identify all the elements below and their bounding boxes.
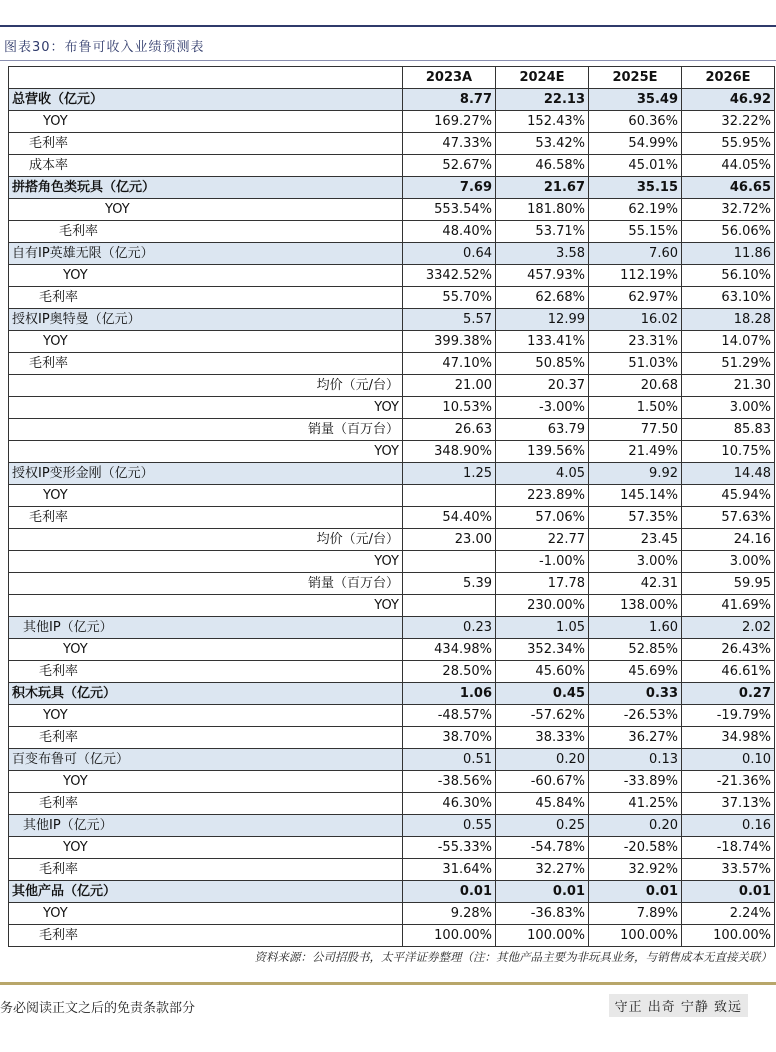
value-cell: 51.29% [682, 353, 775, 375]
row-label: 其他产品（亿元） [9, 881, 403, 903]
table-row [9, 551, 775, 573]
row-label: 毛利率 [9, 727, 403, 749]
value-cell: 18.28 [682, 309, 775, 331]
value-cell: 42.31 [589, 573, 682, 595]
value-cell: 4.05 [496, 463, 589, 485]
value-cell: 85.83 [682, 419, 775, 441]
value-cell: -21.36% [682, 771, 775, 793]
value-cell: 45.94% [682, 485, 775, 507]
value-cell: 50.85% [496, 353, 589, 375]
value-cell: 55.70% [403, 287, 496, 309]
value-cell: -48.57% [403, 705, 496, 727]
table-row [9, 221, 775, 243]
table-row [9, 727, 775, 749]
value-cell: -1.00% [496, 551, 589, 573]
value-cell: 23.45 [589, 529, 682, 551]
row-label: 销量（百万台） [9, 419, 403, 441]
value-cell: 56.06% [682, 221, 775, 243]
value-cell: 457.93% [496, 265, 589, 287]
value-cell: 14.07% [682, 331, 775, 353]
value-cell: 5.39 [403, 573, 496, 595]
table-row [9, 683, 775, 705]
table-row [9, 375, 775, 397]
value-cell: 57.63% [682, 507, 775, 529]
value-cell: 9.92 [589, 463, 682, 485]
value-cell: 14.48 [682, 463, 775, 485]
row-label: 自有IP英雄无限（亿元） [9, 243, 403, 265]
header-cell-2024e: 2024E [496, 67, 589, 89]
value-cell: 152.43% [496, 111, 589, 133]
value-cell: 5.57 [403, 309, 496, 331]
table-row [9, 133, 775, 155]
value-cell: 0.25 [496, 815, 589, 837]
table-row [9, 309, 775, 331]
value-cell: 46.92 [682, 89, 775, 111]
value-cell: 12.99 [496, 309, 589, 331]
row-label: 毛利率 [9, 661, 403, 683]
value-cell: 32.22% [682, 111, 775, 133]
table-row [9, 573, 775, 595]
table-row [9, 111, 775, 133]
value-cell: 41.25% [589, 793, 682, 815]
value-cell: 1.25 [403, 463, 496, 485]
value-cell: 3.00% [589, 551, 682, 573]
row-label: 其他IP（亿元） [9, 617, 403, 639]
row-label: 毛利率 [9, 287, 403, 309]
row-label: 均价（元/台） [9, 529, 403, 551]
row-label: YOY [9, 331, 403, 353]
table-row [9, 441, 775, 463]
value-cell: 21.67 [496, 177, 589, 199]
value-cell: 0.10 [682, 749, 775, 771]
table-row [9, 507, 775, 529]
value-cell: 63.79 [496, 419, 589, 441]
value-cell: 181.80% [496, 199, 589, 221]
value-cell: 20.37 [496, 375, 589, 397]
row-label: YOY [9, 705, 403, 727]
forecast-table [8, 66, 775, 947]
value-cell: 348.90% [403, 441, 496, 463]
value-cell: 553.54% [403, 199, 496, 221]
value-cell: 100.00% [682, 925, 775, 947]
value-cell: 41.69% [682, 595, 775, 617]
row-label: 均价（元/台） [9, 375, 403, 397]
value-cell [403, 551, 496, 573]
value-cell: 62.19% [589, 199, 682, 221]
value-cell: 21.30 [682, 375, 775, 397]
row-label: 毛利率 [9, 859, 403, 881]
value-cell: 21.49% [589, 441, 682, 463]
row-label: 百变布鲁可（亿元） [9, 749, 403, 771]
value-cell: 0.20 [589, 815, 682, 837]
value-cell: -60.67% [496, 771, 589, 793]
header-cell-label [9, 67, 403, 89]
row-label: YOY [9, 837, 403, 859]
row-label: 拼搭角色类玩具（亿元） [9, 177, 403, 199]
value-cell: 26.43% [682, 639, 775, 661]
value-cell: -36.83% [496, 903, 589, 925]
table-row [9, 243, 775, 265]
value-cell: 3.00% [682, 551, 775, 573]
header-cell-2023a: 2023A [403, 67, 496, 89]
value-cell: 138.00% [589, 595, 682, 617]
value-cell: 57.35% [589, 507, 682, 529]
table-row [9, 485, 775, 507]
value-cell: 44.05% [682, 155, 775, 177]
value-cell: 7.89% [589, 903, 682, 925]
value-cell: -54.78% [496, 837, 589, 859]
value-cell: 0.27 [682, 683, 775, 705]
bottom-rule [0, 982, 776, 985]
table-row [9, 353, 775, 375]
table-row [9, 529, 775, 551]
value-cell: 77.50 [589, 419, 682, 441]
value-cell: -57.62% [496, 705, 589, 727]
row-label: YOY [9, 397, 403, 419]
top-rule [0, 25, 776, 27]
table-row [9, 881, 775, 903]
value-cell: 7.60 [589, 243, 682, 265]
row-label: 积木玩具（亿元） [9, 683, 403, 705]
row-label: 授权IP奥特曼（亿元） [9, 309, 403, 331]
value-cell: 56.10% [682, 265, 775, 287]
table-header-row [9, 67, 775, 89]
value-cell: 45.84% [496, 793, 589, 815]
row-label: 毛利率 [9, 353, 403, 375]
value-cell: 1.50% [589, 397, 682, 419]
value-cell: 24.16 [682, 529, 775, 551]
table-row [9, 155, 775, 177]
figure-caption: 图表30：布鲁可收入业绩预测表 [4, 40, 205, 55]
table-row [9, 397, 775, 419]
value-cell: 0.16 [682, 815, 775, 837]
value-cell: 133.41% [496, 331, 589, 353]
value-cell: 3.58 [496, 243, 589, 265]
table-row [9, 177, 775, 199]
value-cell: 169.27% [403, 111, 496, 133]
value-cell: -18.74% [682, 837, 775, 859]
value-cell: 23.00 [403, 529, 496, 551]
table-row [9, 331, 775, 353]
value-cell: 399.38% [403, 331, 496, 353]
value-cell: 38.70% [403, 727, 496, 749]
value-cell: 63.10% [682, 287, 775, 309]
table-row [9, 771, 775, 793]
value-cell: 28.50% [403, 661, 496, 683]
value-cell: 352.34% [496, 639, 589, 661]
value-cell: 22.77 [496, 529, 589, 551]
table-row [9, 419, 775, 441]
value-cell: 34.98% [682, 727, 775, 749]
value-cell: 45.60% [496, 661, 589, 683]
value-cell: 0.01 [403, 881, 496, 903]
row-label: 毛利率 [9, 925, 403, 947]
value-cell: 0.23 [403, 617, 496, 639]
value-cell: -26.53% [589, 705, 682, 727]
value-cell: 0.13 [589, 749, 682, 771]
value-cell: 53.42% [496, 133, 589, 155]
value-cell: 0.33 [589, 683, 682, 705]
source-note: 资料来源：公司招股书，太平洋证券整理（注：其他产品主要为非玩具业务，与销售成本无直接关联） [254, 950, 772, 964]
value-cell: 139.56% [496, 441, 589, 463]
value-cell: 62.97% [589, 287, 682, 309]
row-label: 其他IP（亿元） [9, 815, 403, 837]
row-label: YOY [9, 551, 403, 573]
table-row [9, 199, 775, 221]
table-row [9, 265, 775, 287]
value-cell: 45.69% [589, 661, 682, 683]
row-label: 毛利率 [9, 793, 403, 815]
value-cell [403, 485, 496, 507]
value-cell: 8.77 [403, 89, 496, 111]
value-cell: 0.20 [496, 749, 589, 771]
value-cell: 46.65 [682, 177, 775, 199]
table-row [9, 463, 775, 485]
value-cell: 2.02 [682, 617, 775, 639]
table-row [9, 705, 775, 727]
value-cell: 52.85% [589, 639, 682, 661]
table-row [9, 595, 775, 617]
value-cell: 31.64% [403, 859, 496, 881]
value-cell: 0.51 [403, 749, 496, 771]
table-row [9, 661, 775, 683]
value-cell: 26.63 [403, 419, 496, 441]
row-label: YOY [9, 199, 403, 221]
table-row [9, 903, 775, 925]
value-cell: 3342.52% [403, 265, 496, 287]
row-label: YOY [9, 595, 403, 617]
value-cell: -3.00% [496, 397, 589, 419]
slogan-badge: 守正 出奇 宁静 致远 [609, 994, 748, 1017]
value-cell: 46.30% [403, 793, 496, 815]
value-cell: 45.01% [589, 155, 682, 177]
row-label: 毛利率 [9, 507, 403, 529]
row-label: 毛利率 [9, 133, 403, 155]
value-cell: 32.27% [496, 859, 589, 881]
value-cell: 52.67% [403, 155, 496, 177]
value-cell: 0.55 [403, 815, 496, 837]
value-cell: -55.33% [403, 837, 496, 859]
row-label: 毛利率 [9, 221, 403, 243]
value-cell: 36.27% [589, 727, 682, 749]
row-label: YOY [9, 485, 403, 507]
row-label: YOY [9, 265, 403, 287]
value-cell: 48.40% [403, 221, 496, 243]
value-cell [403, 595, 496, 617]
value-cell: 60.36% [589, 111, 682, 133]
value-cell: 10.75% [682, 441, 775, 463]
value-cell: 21.00 [403, 375, 496, 397]
value-cell: 62.68% [496, 287, 589, 309]
value-cell: 0.01 [496, 881, 589, 903]
value-cell: 54.99% [589, 133, 682, 155]
value-cell: 51.03% [589, 353, 682, 375]
table-row [9, 837, 775, 859]
table-row [9, 815, 775, 837]
row-label: 销量（百万台） [9, 573, 403, 595]
value-cell: 38.33% [496, 727, 589, 749]
value-cell: 9.28% [403, 903, 496, 925]
row-label: 授权IP变形金刚（亿元） [9, 463, 403, 485]
value-cell: 0.01 [589, 881, 682, 903]
value-cell: 100.00% [496, 925, 589, 947]
value-cell: -20.58% [589, 837, 682, 859]
value-cell: 54.40% [403, 507, 496, 529]
value-cell: 55.95% [682, 133, 775, 155]
table-row [9, 639, 775, 661]
value-cell: 35.49 [589, 89, 682, 111]
table-row [9, 287, 775, 309]
table-row [9, 925, 775, 947]
value-cell: -19.79% [682, 705, 775, 727]
header-cell-2026e: 2026E [682, 67, 775, 89]
value-cell: 0.01 [682, 881, 775, 903]
value-cell: 3.00% [682, 397, 775, 419]
table-body [9, 89, 775, 947]
row-label: YOY [9, 111, 403, 133]
caption-rule [0, 60, 776, 61]
value-cell: 16.02 [589, 309, 682, 331]
table-row [9, 859, 775, 881]
value-cell: 46.61% [682, 661, 775, 683]
value-cell: 1.06 [403, 683, 496, 705]
value-cell: 17.78 [496, 573, 589, 595]
value-cell: 32.92% [589, 859, 682, 881]
value-cell: 1.60 [589, 617, 682, 639]
value-cell: 47.33% [403, 133, 496, 155]
value-cell: 112.19% [589, 265, 682, 287]
value-cell: 35.15 [589, 177, 682, 199]
value-cell: 59.95 [682, 573, 775, 595]
value-cell: 230.00% [496, 595, 589, 617]
row-label: 成本率 [9, 155, 403, 177]
value-cell: -33.89% [589, 771, 682, 793]
table-row [9, 617, 775, 639]
value-cell: 53.71% [496, 221, 589, 243]
value-cell: -38.56% [403, 771, 496, 793]
value-cell: 10.53% [403, 397, 496, 419]
value-cell: 0.45 [496, 683, 589, 705]
value-cell: 32.72% [682, 199, 775, 221]
row-label: YOY [9, 771, 403, 793]
value-cell: 0.64 [403, 243, 496, 265]
value-cell: 55.15% [589, 221, 682, 243]
value-cell: 100.00% [589, 925, 682, 947]
row-label: YOY [9, 903, 403, 925]
value-cell: 434.98% [403, 639, 496, 661]
value-cell: 33.57% [682, 859, 775, 881]
table-row [9, 793, 775, 815]
value-cell: 47.10% [403, 353, 496, 375]
value-cell: 145.14% [589, 485, 682, 507]
value-cell: 2.24% [682, 903, 775, 925]
table-row [9, 749, 775, 771]
value-cell: 46.58% [496, 155, 589, 177]
table-row [9, 89, 775, 111]
value-cell: 1.05 [496, 617, 589, 639]
row-label: YOY [9, 639, 403, 661]
row-label: YOY [9, 441, 403, 463]
value-cell: 22.13 [496, 89, 589, 111]
value-cell: 11.86 [682, 243, 775, 265]
value-cell: 23.31% [589, 331, 682, 353]
header-cell-2025e: 2025E [589, 67, 682, 89]
value-cell: 7.69 [403, 177, 496, 199]
disclaimer-note: 务必阅读正文之后的免责条款部分 [0, 1001, 196, 1016]
row-label: 总营收（亿元） [9, 89, 403, 111]
value-cell: 223.89% [496, 485, 589, 507]
value-cell: 100.00% [403, 925, 496, 947]
value-cell: 57.06% [496, 507, 589, 529]
value-cell: 20.68 [589, 375, 682, 397]
value-cell: 37.13% [682, 793, 775, 815]
